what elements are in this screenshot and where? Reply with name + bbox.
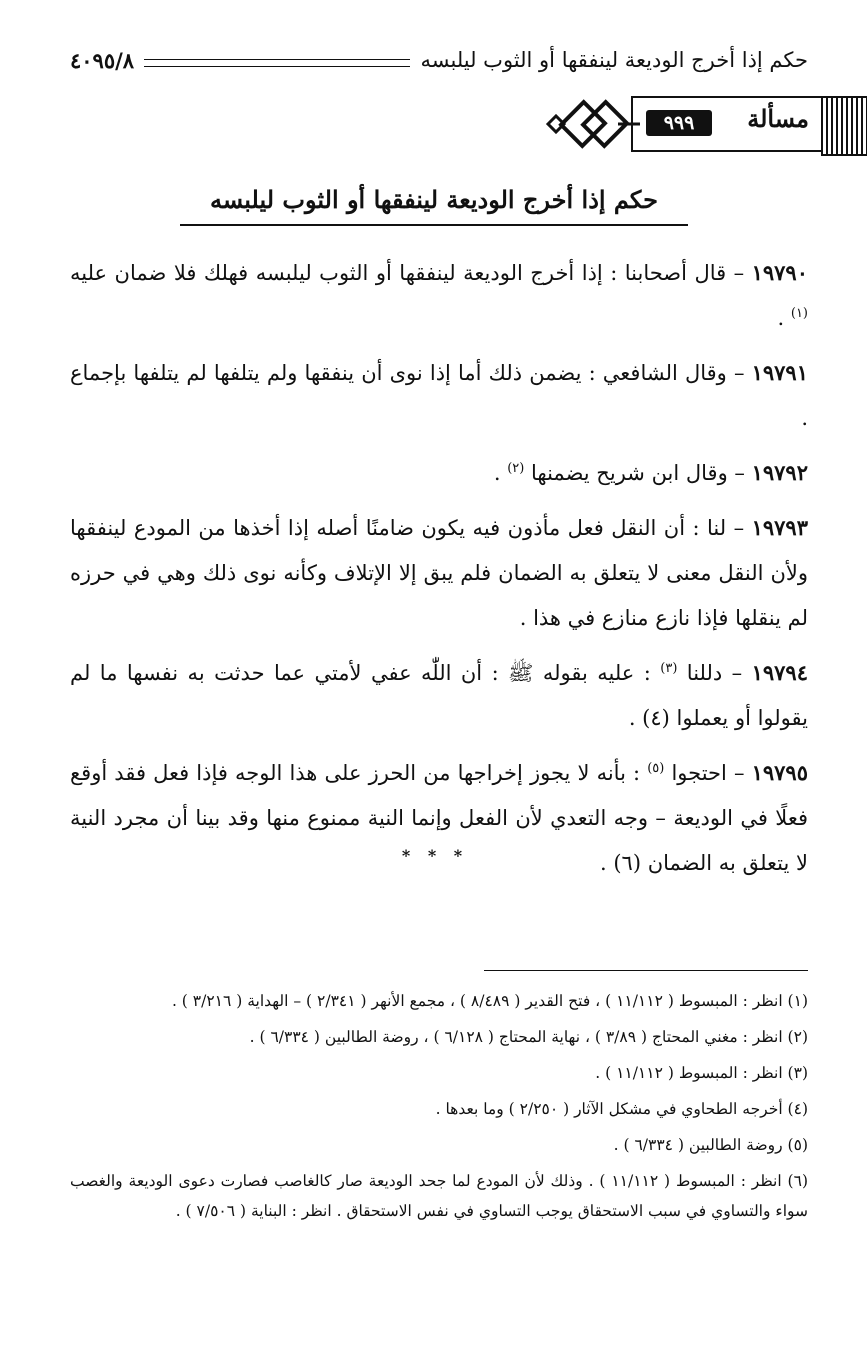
footnote-3: (٣) انظر : المبسوط ( ١١/١١٢ ) . (595, 1064, 808, 1082)
body-text (70, 250, 808, 895)
paragraph-text: – لنا : أن النقل فعل مأذون فيه يكون ضامنًا أصله إذا أخذها من المودع لينفقها ولأن النقل معنى لا يتعلق به الضمان فلم يبق إلا الإتلاف وكأنه نوى ذلك وهي في حرزه لم ينقلها فإذا نازع منازع في هذا . (70, 516, 808, 630)
chapter-title: حكم إذا أخرج الوديعة لينفقها أو الثوب ليلبسه (180, 180, 688, 226)
paragraph-text: – احتجوا (664, 761, 752, 785)
paragraph-19792 (70, 450, 808, 496)
running-header (70, 40, 808, 80)
paragraph-text: – قال أصحابنا : إذا أخرج الوديعة لينفقها أو الثوب ليلبسه فهلك فلا ضمان عليه (70, 261, 752, 285)
paragraph-number: ١٩٧٩٤ (751, 660, 808, 685)
paragraph-end: : عليه بقوله ﷺ : أن اللّٰه عفي لأمتي عما حدثت به نفسها ما لم يقولوا أو يعملوا (٤) . (70, 661, 808, 730)
footnote-rule (484, 970, 808, 971)
paragraph-text: – وقال الشافعي : يضمن ذلك أما إذا نوى أن ينفقها ولم يتلفها لم يتلفها بإجماع . (70, 361, 808, 430)
paragraph-text: – وقال ابن شريح يضمنها (524, 461, 752, 485)
header-double-rule (144, 59, 410, 67)
paragraph-end: . (493, 461, 508, 485)
footnote-ref: (٢) (507, 461, 525, 476)
paragraph-19795 (70, 750, 808, 886)
running-title: حكم إذا أخرج الوديعة لينفقها أو الثوب ليلبسه (420, 48, 808, 72)
footnote-ref: (١) (790, 306, 808, 321)
paragraph-end: . (777, 306, 791, 330)
paragraph-end: : بأنه لا يجوز إخراجها من الحرز على هذا الوجه فإذا فعل فقد أوقع فعلًا في الوديعة – وجه التعدي لأن الفعل وإنما النية ممنوع منها وقد بينا أن مجرد النية لا يتعلق به الضمان (٦) . (70, 761, 808, 875)
paragraph-number: ١٩٧٩١ (751, 360, 808, 385)
paragraph-19791 (70, 350, 808, 441)
paragraph-19793 (70, 505, 808, 641)
paragraph-number: ١٩٧٩٥ (751, 760, 808, 785)
footnote-4: (٤) أخرجه الطحاوي في مشكل الآثار ( ٢/٢٥٠ ) وما بعدها . (435, 1100, 808, 1118)
masala-banner (540, 96, 867, 152)
section-separator: * * * (401, 846, 469, 865)
footnote-5: (٥) روضة الطالبين ( ٦/٣٣٤ ) . (613, 1136, 808, 1154)
masala-label: مسألة (747, 104, 809, 133)
footnote-6: (٦) انظر : المبسوط ( ١١/١١٢ ) . وذلك لأن المودع لما جحد الوديعة صار كالغاصب فصارت دعوى الوديعة والغصب سواء والتساوي في سبب الاستحقاق يوجب التساوي في نفس الاستحقاق . انظر : البناية ( ٧/٥٠٦ ) . (70, 1172, 808, 1220)
page-number: ٤٠٩٥/٨ (70, 47, 135, 73)
paragraph-number: ١٩٧٩٢ (751, 460, 808, 485)
banner-hatch-decoration (821, 96, 867, 156)
footnote-ref: (٣) (660, 661, 678, 676)
footnote-1: (١) انظر : المبسوط ( ١١/١١٢ ) ، فتح القدير ( ٨/٤٨٩ ) ، مجمع الأنهر ( ٢/٣٤١ ) – الهداية ( ٣/٢١٦ ) . (171, 992, 808, 1010)
footnote-ref: (٥) (647, 761, 665, 776)
masala-number: ٩٩٩ (646, 110, 712, 136)
paragraph-19794 (70, 650, 808, 741)
geometric-ornament-icon (540, 98, 640, 150)
paragraph-number: ١٩٧٩٠ (751, 260, 808, 285)
paragraph-text: – دللنا (677, 661, 752, 685)
paragraph-number: ١٩٧٩٣ (751, 515, 808, 540)
footnotes (70, 986, 808, 1232)
footnote-2: (٢) انظر : مغني المحتاج ( ٣/٨٩ ) ، نهاية المحتاج ( ٦/١٢٨ ) ، روضة الطالبين ( ٦/٣٣٤ ) . (249, 1028, 808, 1046)
paragraph-19790 (70, 250, 808, 341)
